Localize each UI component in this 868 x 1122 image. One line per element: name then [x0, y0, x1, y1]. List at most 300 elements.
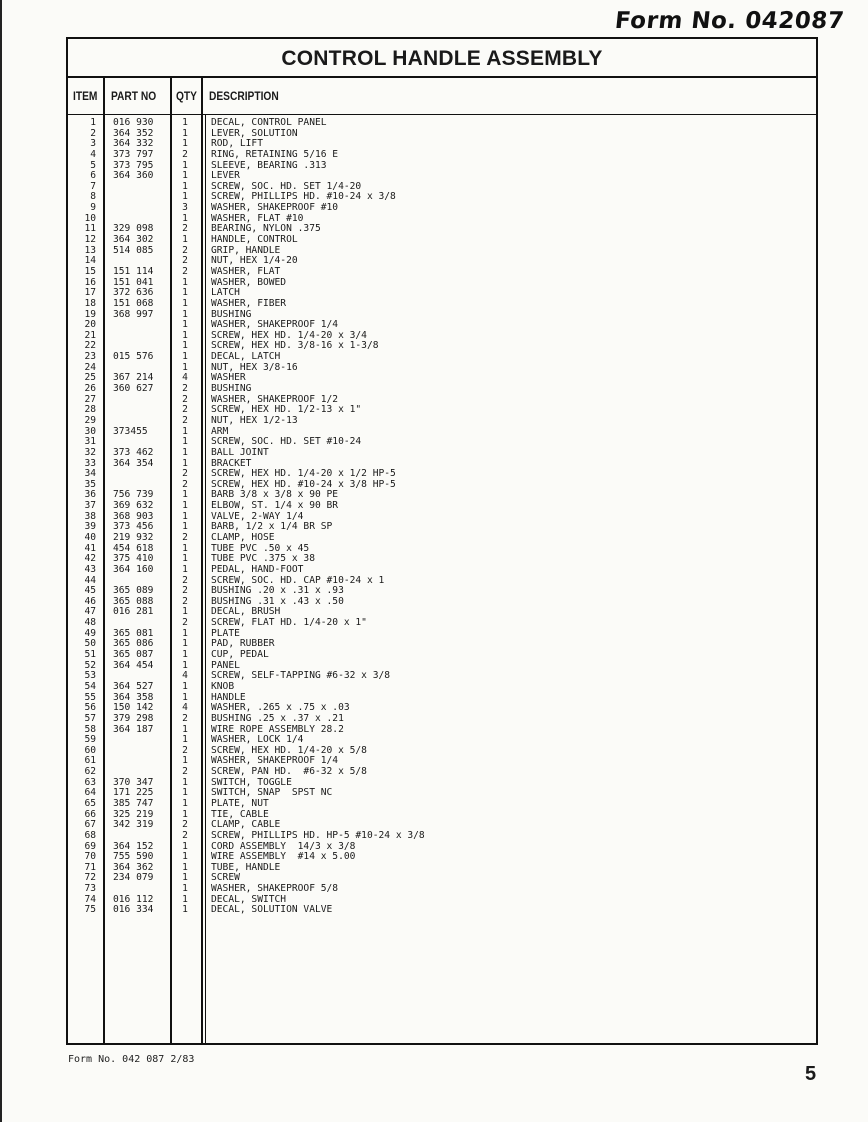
item-number: 34 — [84, 468, 96, 480]
item-number: 59 — [84, 734, 96, 746]
description: CORD ASSEMBLY 14/3 x 3/8 — [211, 840, 356, 852]
description: DECAL, BRUSH — [211, 606, 281, 618]
item-number: 15 — [84, 265, 96, 277]
quantity: 1 — [182, 638, 188, 650]
table-row — [68, 831, 816, 842]
item-number: 43 — [84, 563, 96, 575]
part-number: 755 590 — [113, 851, 154, 863]
table-row — [68, 597, 816, 608]
item-number: 75 — [84, 904, 96, 916]
item-number: 36 — [84, 489, 96, 501]
part-number: 373 462 — [113, 446, 154, 458]
item-number: 37 — [84, 500, 96, 512]
quantity: 1 — [182, 117, 188, 128]
quantity: 1 — [182, 755, 188, 767]
item-number: 52 — [84, 659, 96, 671]
parts-list-frame — [66, 37, 818, 1045]
description: WASHER, FLAT — [211, 265, 281, 277]
quantity: 2 — [182, 265, 188, 277]
description: TUBE PVC .50 x 45 — [211, 542, 310, 554]
quantity: 2 — [182, 468, 188, 480]
description: LEVER, SOLUTION — [211, 127, 298, 139]
item-number: 60 — [84, 744, 96, 756]
quantity: 2 — [182, 383, 188, 395]
table-row — [68, 554, 816, 565]
part-number: 364 332 — [113, 138, 154, 150]
quantity: 2 — [182, 244, 188, 256]
quantity: 3 — [182, 202, 188, 214]
description: LATCH — [211, 287, 240, 299]
quantity: 1 — [182, 893, 188, 905]
description: DECAL, CONTROL PANEL — [211, 117, 327, 128]
part-number: 385 747 — [113, 798, 154, 809]
quantity: 2 — [182, 819, 188, 831]
quantity: 2 — [182, 478, 188, 490]
description: SCREW, PHILLIPS HD. #10-24 x 3/8 — [211, 191, 396, 203]
description: KNOB — [211, 680, 235, 692]
item-number: 25 — [84, 372, 96, 384]
part-number: 375 410 — [113, 553, 154, 565]
table-row — [68, 756, 816, 767]
item-number: 46 — [84, 595, 96, 607]
table-row — [68, 671, 816, 682]
item-number: 49 — [84, 627, 96, 639]
table-row — [68, 299, 816, 310]
description: NUT, HEX 1/4-20 — [211, 255, 298, 267]
table-row — [68, 192, 816, 203]
item-number: 5 — [90, 159, 96, 171]
table-row — [68, 650, 816, 661]
quantity: 1 — [182, 180, 188, 192]
quantity: 4 — [182, 372, 188, 384]
description: VALVE, 2-WAY 1/4 — [211, 510, 304, 522]
quantity: 1 — [182, 340, 188, 352]
part-number: 016 112 — [113, 893, 154, 905]
quantity: 1 — [182, 723, 188, 735]
table-row — [68, 629, 816, 640]
table-row — [68, 448, 816, 459]
quantity: 1 — [182, 329, 188, 341]
quantity: 1 — [182, 319, 188, 331]
description: BUSHING — [211, 308, 252, 320]
item-number: 3 — [90, 138, 96, 150]
table-row — [68, 480, 816, 491]
part-number: 373 795 — [113, 159, 154, 171]
description: SCREW, HEX HD. #10-24 x 3/8 HP-5 — [211, 478, 396, 490]
part-number: 016 930 — [113, 117, 154, 128]
description: WASHER, SHAKEPROOF 1/2 — [211, 393, 339, 405]
header-qty: QTY — [176, 89, 197, 103]
table-row — [68, 884, 816, 895]
table-row — [68, 363, 816, 374]
description: HANDLE — [211, 691, 246, 703]
description: WIRE ASSEMBLY #14 x 5.00 — [211, 851, 356, 863]
table-row — [68, 512, 816, 523]
quantity: 2 — [182, 617, 188, 629]
table-row — [68, 267, 816, 278]
table-row — [68, 725, 816, 736]
quantity: 1 — [182, 308, 188, 320]
quantity: 1 — [182, 734, 188, 746]
table-row — [68, 799, 816, 810]
quantity: 2 — [182, 393, 188, 405]
description: WASHER, FLAT #10 — [211, 212, 304, 224]
table-row — [68, 437, 816, 448]
part-number: 016 281 — [113, 606, 154, 618]
table-row — [68, 714, 816, 725]
description: BUSHING .20 x .31 x .93 — [211, 585, 344, 597]
item-number: 56 — [84, 702, 96, 714]
quantity: 1 — [182, 159, 188, 171]
header-rule — [68, 114, 816, 115]
table-row — [68, 852, 816, 863]
part-number: 379 298 — [113, 712, 154, 724]
description: PAD, RUBBER — [211, 638, 275, 650]
quantity: 1 — [182, 787, 188, 799]
table-row — [68, 352, 816, 363]
part-number: 365 087 — [113, 649, 154, 661]
description: SCREW, SOC. HD. SET 1/4-20 — [211, 180, 362, 192]
table-row — [68, 820, 816, 831]
description: SCREW, HEX HD. 1/4-20 x 3/4 — [211, 329, 367, 341]
part-number: 364 454 — [113, 659, 154, 671]
table-row — [68, 639, 816, 650]
table-row — [68, 395, 816, 406]
item-number: 22 — [84, 340, 96, 352]
table-row — [68, 224, 816, 235]
quantity: 1 — [182, 191, 188, 203]
quantity: 1 — [182, 489, 188, 501]
quantity: 1 — [182, 627, 188, 639]
item-number: 70 — [84, 851, 96, 863]
item-number: 2 — [90, 127, 96, 139]
item-number: 32 — [84, 446, 96, 458]
table-row — [68, 341, 816, 352]
description: SCREW, FLAT HD. 1/4-20 x 1" — [211, 617, 367, 629]
scan-edge — [0, 0, 2, 1122]
quantity: 4 — [182, 702, 188, 714]
table-row — [68, 703, 816, 714]
table-row — [68, 746, 816, 757]
table-row — [68, 427, 816, 438]
part-number: 364 160 — [113, 563, 154, 575]
quantity: 2 — [182, 595, 188, 607]
part-number: 171 225 — [113, 787, 154, 799]
part-number: 514 085 — [113, 244, 154, 256]
table-row — [68, 129, 816, 140]
description: CLAMP, CABLE — [211, 819, 281, 831]
item-number: 73 — [84, 883, 96, 895]
item-number: 19 — [84, 308, 96, 320]
table-row — [68, 693, 816, 704]
quantity: 1 — [182, 521, 188, 533]
table-row — [68, 235, 816, 246]
item-number: 71 — [84, 861, 96, 873]
table-row — [68, 256, 816, 267]
description: ROD, LIFT — [211, 138, 263, 150]
part-number: 219 932 — [113, 531, 154, 543]
parts-table-body — [68, 118, 816, 916]
table-row — [68, 118, 816, 129]
part-number: 015 576 — [113, 351, 154, 363]
part-number: 364 187 — [113, 723, 154, 735]
item-number: 69 — [84, 840, 96, 852]
table-row — [68, 735, 816, 746]
description: GRIP, HANDLE — [211, 244, 281, 256]
table-row — [68, 810, 816, 821]
item-number: 44 — [84, 574, 96, 586]
quantity: 1 — [182, 212, 188, 224]
description: WASHER, SHAKEPROOF #10 — [211, 202, 339, 214]
table-row — [68, 895, 816, 906]
item-number: 23 — [84, 351, 96, 363]
description: PANEL — [211, 659, 240, 671]
table-row — [68, 607, 816, 618]
part-number: 151 041 — [113, 276, 154, 288]
item-number: 55 — [84, 691, 96, 703]
description: DECAL, SOLUTION VALVE — [211, 904, 333, 916]
item-number: 33 — [84, 457, 96, 469]
table-row — [68, 288, 816, 299]
item-number: 30 — [84, 425, 96, 437]
description: WASHER, FIBER — [211, 297, 287, 309]
table-row — [68, 203, 816, 214]
description: WASHER — [211, 372, 246, 384]
item-number: 14 — [84, 255, 96, 267]
table-row — [68, 544, 816, 555]
description: SCREW, PAN HD. #6-32 x 5/8 — [211, 766, 367, 778]
item-number: 41 — [84, 542, 96, 554]
header-part-no: PART NO — [111, 89, 157, 103]
table-row — [68, 469, 816, 480]
quantity: 2 — [182, 223, 188, 235]
description: TUBE PVC .375 x 38 — [211, 553, 315, 565]
part-number: 364 360 — [113, 170, 154, 182]
quantity: 1 — [182, 500, 188, 512]
table-row — [68, 661, 816, 672]
description: WASHER, .265 x .75 x .03 — [211, 702, 350, 714]
part-number: 365 086 — [113, 638, 154, 650]
description: TIE, CABLE — [211, 808, 269, 820]
quantity: 2 — [182, 829, 188, 841]
description: BALL JOINT — [211, 446, 269, 458]
quantity: 1 — [182, 798, 188, 809]
item-number: 27 — [84, 393, 96, 405]
description: RING, RETAINING 5/16 E — [211, 148, 339, 160]
item-number: 24 — [84, 361, 96, 373]
description: DECAL, LATCH — [211, 351, 281, 363]
description: BEARING, NYLON .375 — [211, 223, 321, 235]
part-number: 016 334 — [113, 904, 154, 916]
item-number: 10 — [84, 212, 96, 224]
description: BUSHING .31 x .43 x .50 — [211, 595, 344, 607]
description: DECAL, SWITCH — [211, 893, 287, 905]
handwritten-form-number: Form No. 042087 — [613, 8, 846, 34]
quantity: 2 — [182, 148, 188, 160]
quantity: 1 — [182, 542, 188, 554]
item-number: 65 — [84, 798, 96, 809]
description: PEDAL, HAND-FOOT — [211, 563, 304, 575]
quantity: 1 — [182, 861, 188, 873]
part-number: 364 362 — [113, 861, 154, 873]
item-number: 42 — [84, 553, 96, 565]
part-number: 368 903 — [113, 510, 154, 522]
table-row — [68, 416, 816, 427]
part-number: 364 358 — [113, 691, 154, 703]
item-number: 4 — [90, 148, 96, 160]
quantity: 1 — [182, 840, 188, 852]
item-number: 1 — [90, 117, 96, 128]
part-number: 329 098 — [113, 223, 154, 235]
quantity: 1 — [182, 510, 188, 522]
quantity: 1 — [182, 904, 188, 916]
description: SCREW, SELF-TAPPING #6-32 x 3/8 — [211, 670, 391, 682]
part-number: 373 797 — [113, 148, 154, 160]
quantity: 1 — [182, 127, 188, 139]
quantity: 2 — [182, 531, 188, 543]
quantity: 2 — [182, 574, 188, 586]
item-number: 28 — [84, 404, 96, 416]
quantity: 1 — [182, 691, 188, 703]
item-number: 61 — [84, 755, 96, 767]
item-number: 31 — [84, 436, 96, 448]
table-row — [68, 863, 816, 874]
table-row — [68, 873, 816, 884]
item-number: 20 — [84, 319, 96, 331]
quantity: 1 — [182, 276, 188, 288]
part-number: 365 089 — [113, 585, 154, 597]
table-row — [68, 576, 816, 587]
quantity: 1 — [182, 563, 188, 575]
part-number: 454 618 — [113, 542, 154, 554]
quantity: 2 — [182, 404, 188, 416]
item-number: 45 — [84, 585, 96, 597]
footer-form-number: Form No. 042 087 2/83 — [68, 1054, 195, 1065]
description: SCREW, SOC. HD. CAP #10-24 x 1 — [211, 574, 385, 586]
table-row — [68, 682, 816, 693]
description: WASHER, SHAKEPROOF 5/8 — [211, 883, 339, 895]
quantity: 1 — [182, 351, 188, 363]
item-number: 8 — [90, 191, 96, 203]
header-item: ITEM — [73, 89, 98, 103]
quantity: 2 — [182, 766, 188, 778]
table-row — [68, 533, 816, 544]
description: SCREW — [211, 872, 240, 884]
quantity: 1 — [182, 446, 188, 458]
description: WASHER, SHAKEPROOF 1/4 — [211, 319, 339, 331]
table-row — [68, 320, 816, 331]
description: PLATE, NUT — [211, 798, 269, 809]
table-row — [68, 171, 816, 182]
quantity: 1 — [182, 361, 188, 373]
part-number: 367 214 — [113, 372, 154, 384]
part-number: 364 527 — [113, 680, 154, 692]
quantity: 1 — [182, 680, 188, 692]
description: SCREW, SOC. HD. SET #10-24 — [211, 436, 362, 448]
quantity: 1 — [182, 553, 188, 565]
description: CUP, PEDAL — [211, 649, 269, 661]
item-number: 7 — [90, 180, 96, 192]
quantity: 1 — [182, 234, 188, 246]
item-number: 48 — [84, 617, 96, 629]
quantity: 1 — [182, 851, 188, 863]
item-number: 58 — [84, 723, 96, 735]
item-number: 18 — [84, 297, 96, 309]
description: NUT, HEX 3/8-16 — [211, 361, 298, 373]
table-row — [68, 778, 816, 789]
table-row — [68, 767, 816, 778]
description: BUSHING .25 x .37 x .21 — [211, 712, 344, 724]
description: ELBOW, ST. 1/4 x 90 BR — [211, 500, 339, 512]
description: SWITCH, TOGGLE — [211, 776, 292, 788]
description: SCREW, HEX HD. 1/2-13 x 1" — [211, 404, 362, 416]
description: NUT, HEX 1/2-13 — [211, 414, 298, 426]
item-number: 64 — [84, 787, 96, 799]
part-number: 150 142 — [113, 702, 154, 714]
page-number: 5 — [805, 1063, 817, 1085]
description: SCREW, PHILLIPS HD. HP-5 #10-24 x 3/8 — [211, 829, 425, 841]
quantity: 1 — [182, 872, 188, 884]
item-number: 67 — [84, 819, 96, 831]
item-number: 9 — [90, 202, 96, 214]
table-row — [68, 373, 816, 384]
part-number: 364 354 — [113, 457, 154, 469]
table-row — [68, 139, 816, 150]
quantity: 1 — [182, 457, 188, 469]
description: SWITCH, SNAP SPST NC — [211, 787, 333, 799]
part-number: 234 079 — [113, 872, 154, 884]
item-number: 63 — [84, 776, 96, 788]
item-number: 26 — [84, 383, 96, 395]
description: PLATE — [211, 627, 240, 639]
part-number: 151 114 — [113, 265, 154, 277]
table-row — [68, 618, 816, 629]
table-row — [68, 842, 816, 853]
part-number: 151 068 — [113, 297, 154, 309]
page-title: CONTROL HANDLE ASSEMBLY — [68, 39, 816, 78]
quantity: 1 — [182, 425, 188, 437]
part-number: 364 302 — [113, 234, 154, 246]
item-number: 17 — [84, 287, 96, 299]
quantity: 2 — [182, 255, 188, 267]
item-number: 74 — [84, 893, 96, 905]
table-row — [68, 405, 816, 416]
description: WASHER, LOCK 1/4 — [211, 734, 304, 746]
quantity: 2 — [182, 585, 188, 597]
description: BARB, 1/2 x 1/4 BR SP — [211, 521, 333, 533]
quantity: 1 — [182, 883, 188, 895]
table-row — [68, 459, 816, 470]
table-row — [68, 331, 816, 342]
table-row — [68, 150, 816, 161]
description: HANDLE, CONTROL — [211, 234, 298, 246]
part-number: 360 627 — [113, 383, 154, 395]
description: CLAMP, HOSE — [211, 531, 275, 543]
description: SLEEVE, BEARING .313 — [211, 159, 327, 171]
header-description: DESCRIPTION — [209, 89, 279, 103]
item-number: 62 — [84, 766, 96, 778]
table-row — [68, 905, 816, 916]
part-number: 365 081 — [113, 627, 154, 639]
item-number: 12 — [84, 234, 96, 246]
item-number: 29 — [84, 414, 96, 426]
part-number: 364 352 — [113, 127, 154, 139]
table-row — [68, 501, 816, 512]
table-row — [68, 161, 816, 172]
part-number: 370 347 — [113, 776, 154, 788]
item-number: 39 — [84, 521, 96, 533]
part-number: 342 319 — [113, 819, 154, 831]
